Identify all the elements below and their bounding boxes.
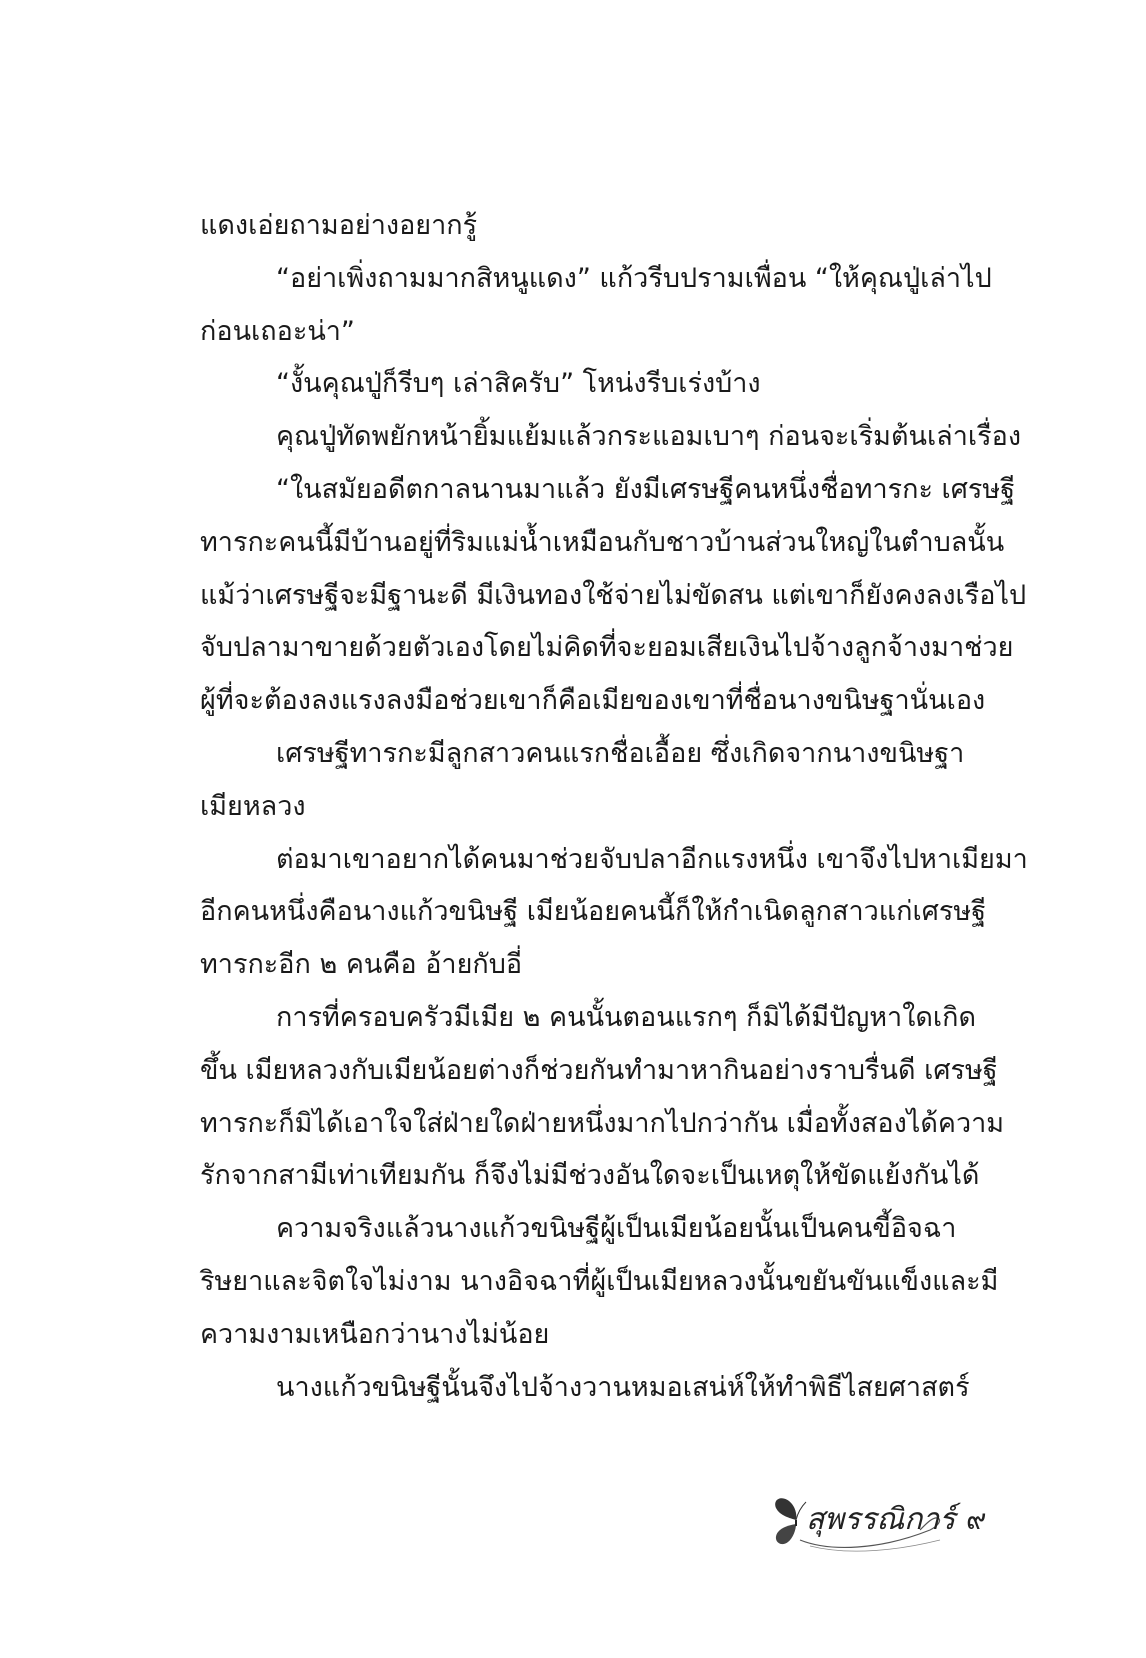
text-line: รักจากสามีเท่าเทียมกัน ก็จึงไม่มีช่วงอันใดจะเป็นเหตุให้ขัดแย้งกันได้	[200, 1160, 980, 1192]
text-line: แดงเอ่ยถามอย่างอยากรู้	[200, 210, 478, 241]
text-line: “ในสมัยอดีตกาลนานมาแล้ว ยังมีเศรษฐีคนหนึ่งชื่อทารกะ เศรษฐี	[276, 473, 1016, 505]
text-line: ริษยาและจิตใจไม่งาม นางอิจฉาที่ผู้เป็นเมียหลวงนั้นขยันขันแข็งและมี	[200, 1265, 999, 1297]
text-line: แม้ว่าเศรษฐีจะมีฐานะดี มีเงินทองใช้จ่ายไม่ขัดสน แต่เขาก็ยังคงลงเรือไป	[200, 579, 1027, 611]
text-line: เมียหลวง	[200, 790, 306, 822]
text-line: ขึ้น เมียหลวงกับเมียน้อยต่างก็ช่วยกันทำมาหากินอย่างราบรื่นดี เศรษฐี	[200, 1054, 998, 1086]
body-text	[200, 200, 1028, 1414]
page-number: ๙	[966, 1503, 987, 1536]
text-line: ผู้ที่จะต้องลงแรงลงมือช่วยเขาก็คือเมียของเขาที่ชื่อนางขนิษฐานั่นเอง	[200, 685, 986, 717]
text-line: ต่อมาเขาอยากได้คนมาช่วยจับปลาอีกแรงหนึ่ง เขาจึงไปหาเมียมา	[276, 843, 1028, 875]
text-line: ทารกะอีก ๒ คนคือ อ้ายกับอี่	[200, 949, 523, 981]
text-line: คุณปู่ทัดพยักหน้ายิ้มแย้มแล้วกระแอมเบาๆ ก่อนจะเริ่มต้นเล่าเรื่อง	[276, 421, 1022, 453]
text-line: จับปลามาขายด้วยตัวเองโดยไม่คิดที่จะยอมเสียเงินไปจ้างลูกจ้างมาช่วย	[200, 632, 1014, 664]
text-line: การที่ครอบครัวมีเมีย ๒ คนนั้นตอนแรกๆ ก็มิได้มีปัญหาใดเกิด	[276, 1001, 977, 1033]
text-line: ก่อนเถอะน่า”	[200, 315, 355, 347]
page-footer	[770, 1490, 1010, 1560]
text-line: เศรษฐีทารกะมีลูกสาวคนแรกชื่อเอื้อย ซึ่งเกิดจากนางขนิษฐา	[276, 737, 965, 769]
text-line: อีกคนหนึ่งคือนางแก้วขนิษฐี เมียน้อยคนนี้ก็ให้กำเนิดลูกสาวแก่เศรษฐี	[200, 896, 987, 928]
text-line: ความจริงแล้วนางแก้วขนิษฐีผู้เป็นเมียน้อยนั้นเป็นคนขี้อิจฉา	[276, 1213, 957, 1245]
text-line: “อย่าเพิ่งถามมากสิหนูแดง” แก้วรีบปรามเพื่อน “ให้คุณปู่เล่าไป	[276, 262, 992, 294]
text-line: ทารกะก็มิได้เอาใจใส่ฝ่ายใดฝ่ายหนึ่งมากไปกว่ากัน เมื่อทั้งสองได้ความ	[200, 1107, 1005, 1139]
text-line: ทารกะคนนี้มีบ้านอยู่ที่ริมแม่น้ำเหมือนกับชาวบ้านส่วนใหญ่ในตำบลนั้น	[200, 526, 1005, 558]
text-line: “งั้นคุณปู่ก็รีบๆ เล่าสิครับ” โหน่งรีบเร่งบ้าง	[276, 368, 761, 400]
text-line: ความงามเหนือกว่านางไม่น้อย	[200, 1318, 550, 1350]
text-line: นางแก้วขนิษฐีนั้นจึงไปจ้างวานหมอเสน่ห์ให้ทำพิธีไสยศาสตร์	[276, 1371, 970, 1403]
logo-text: สุพรรณิการ์	[806, 1502, 956, 1537]
